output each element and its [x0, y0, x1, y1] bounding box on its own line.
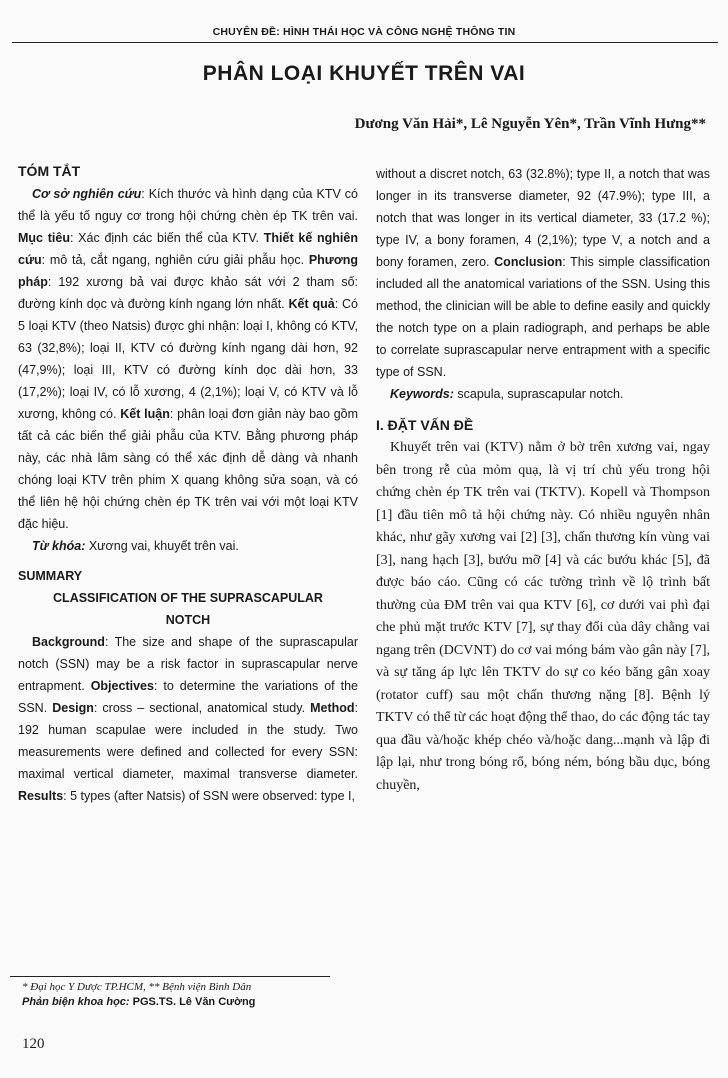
summary-label-3: Design [52, 701, 94, 715]
summary-text-5-right: without a discret notch, 63 (32.8%); type II, a notch that was longer in its transverse diameter, 92 (47.9%); type III, a notch that was longer in its vertical diameter, 33 (17.2 %); type IV, a bony foramen, 4 (2,1%); type V, a notch and a bony foramen, zero. [376, 167, 710, 269]
footnote-reviewer [22, 995, 255, 1010]
summary-label-5: Results [18, 789, 64, 803]
summary-keywords-text: scapula, suprascapular notch. [453, 387, 624, 401]
page-number: 120 [22, 1036, 45, 1052]
tomtat-label-1: Cơ sở nghiên cứu [32, 187, 142, 201]
footnote-rule [10, 976, 330, 977]
summary-abstract-continued [376, 163, 710, 383]
summary-keywords-label: Keywords: [390, 387, 454, 401]
footnote-reviewer-name: PGS.TS. Lê Văn Cường [129, 996, 256, 1008]
summary-label-1: Background [32, 635, 105, 649]
right-column [376, 163, 710, 797]
tomtat-label-5: Kết quả [288, 297, 335, 311]
summary-abstract [18, 631, 358, 807]
header-rule [12, 42, 718, 43]
tomtat-heading: TÓM TẮT [18, 163, 81, 179]
summary-keywords [376, 383, 710, 405]
summary-text-4: : 192 human scapulae were included in the study. Two measurements were defined and collected for every SSN: maximal vertical diameter, maximal transverse diameter. [18, 701, 358, 781]
tomtat-keywords [18, 535, 358, 557]
footnote [22, 980, 255, 1010]
tomtat-text-4: : 192 xương bả vai được khảo sát với 2 tham số: đường kính dọc và đường kính ngang lớn nhất. [18, 275, 358, 311]
tomtat-text-5: : Có 5 loại KTV (theo Natsis) được ghi nhận: loại I, không có KTV, 63 (32,8%); loại II, KTV có đường kính ngang dài hơn, 92 (47,9%); loại III, KTV có đường kính dọc dài hơn, 33 (17,2%); loại IV, có lỗ xương, 4 (2,1%); loại V, có KTV và lỗ xương, không có. [18, 297, 358, 421]
summary-text-1: : The size and shape of the suprascapular notch (SSN) may be a risk factor in suprascapular nerve entrapment. [18, 635, 358, 693]
summary-text-6: : This simple classification included all the anatomical variations of the SSN. Using this method, the clinician will be able to define easily and quickly the notch type on a plain radiograph, and perhaps be able to correlate suprascapular nerve entrapment with a specific type of SSN. [376, 255, 710, 379]
summary-subtitle: CLASSIFICATION OF THE SUPRASCAPULAR NOTCH [53, 591, 323, 627]
authors: Dương Văn Hải*, Lê Nguyễn Yên*, Trần Vĩnh Hưng** [354, 116, 706, 132]
tomtat-text-2: : Xác định các biến thể của KTV. [69, 231, 264, 245]
summary-text-5-left: : 5 types (after Natsis) of SSN were observed: type I, [63, 789, 355, 803]
summary-label-2: Objectives [90, 679, 154, 693]
article-title: PHÂN LOẠI KHUYẾT TRÊN VAI [202, 62, 526, 85]
tomtat-keywords-text: Xương vai, khuyết trên vai. [85, 539, 239, 553]
tomtat-text-1: : Kích thước và hình dạng của KTV có thể là yếu tố nguy cơ trong hội chứng chèn ép TK trên vai. [18, 187, 358, 223]
footnote-affiliation: * Đại học Y Dược TP.HCM, ** Bệnh viện Bình Dân [22, 981, 252, 993]
tomtat-keywords-label: Từ khóa: [32, 539, 86, 553]
tomtat-label-3: Thiết kế nghiên cứu [18, 231, 358, 267]
section1-body: Khuyết trên vai (KTV) nằm ở bờ trên xương vai, ngay bên trong rễ của mỏm quạ, là vị trí chủ yếu trong hội chứng chèn ép TK trên vai (TKTV). Kopell và Thompson [1] đầu tiên mô tả hội chứng này. Có nhiều nguyên nhân khác, như gãy xương vai [2] [3], chấn thương kín vùng vai [3], nang hạch [3], bướu mỡ [4] và các bướu khác [5], đã được báo cáo. Cũng có các tường trình về lộ trình bất thường của ĐM trên vai qua KTV [6], cơ dưới vai phì đại che phủ mặt trước KTV [7], sự thay đổi của dây chằng vai ngang trên (DCVNT) do cơ vai móng bám vào gân này [7], và sự tăng áp lực lên TKTV do sự co kéo băng gân xoay (rotator cuff) sau một chấn thương nặng [8]. Bệnh lý TKTV có thể từ các hoạt động thể thao, do các động tác tay qua đầu và/hoặc khép chéo và/hoặc dang...mạnh và lập đi lập lại, như trong bóng rổ, bóng ném, bóng bầu dục, bóng chuyền, [376, 440, 710, 793]
tomtat-text-6: : phân loại đơn giản này bao gồm tất cả các biến thể giải phẫu của KTV. Bằng phương pháp này, các nhà lâm sàng có thể xác định dễ dàng và nhanh chóng loại KTV trên phim X quang không sửa soạn, và có thể liên hệ hội chứng chèn ép TK trên vai với một loại KTV đặc hiệu. [18, 407, 359, 531]
summary-heading: SUMMARY [18, 569, 83, 583]
section1-heading: I. ĐẶT VẤN ĐỀ [376, 417, 474, 433]
left-column [18, 163, 358, 807]
summary-label-4: Method [310, 701, 355, 715]
tomtat-label-4: Phương pháp [18, 253, 358, 289]
tomtat-abstract [18, 183, 358, 535]
summary-text-3: : cross – sectional, anatomical study. [93, 701, 311, 715]
tomtat-label-2: Mục tiêu [18, 231, 70, 245]
summary-text-2: : to determine the variations of the SSN. [18, 679, 358, 715]
tomtat-label-6: Kết luận [120, 407, 170, 421]
footnote-reviewer-label: Phản biện khoa học: [22, 996, 130, 1008]
summary-label-6: Conclusion [494, 255, 563, 269]
tomtat-text-3: : mô tả, cắt ngang, nghiên cứu giải phẫu học. [41, 253, 309, 267]
running-header: CHUYÊN ĐỀ: HÌNH THÁI HỌC VÀ CÔNG NGHỆ THÔNG TIN [212, 26, 516, 38]
